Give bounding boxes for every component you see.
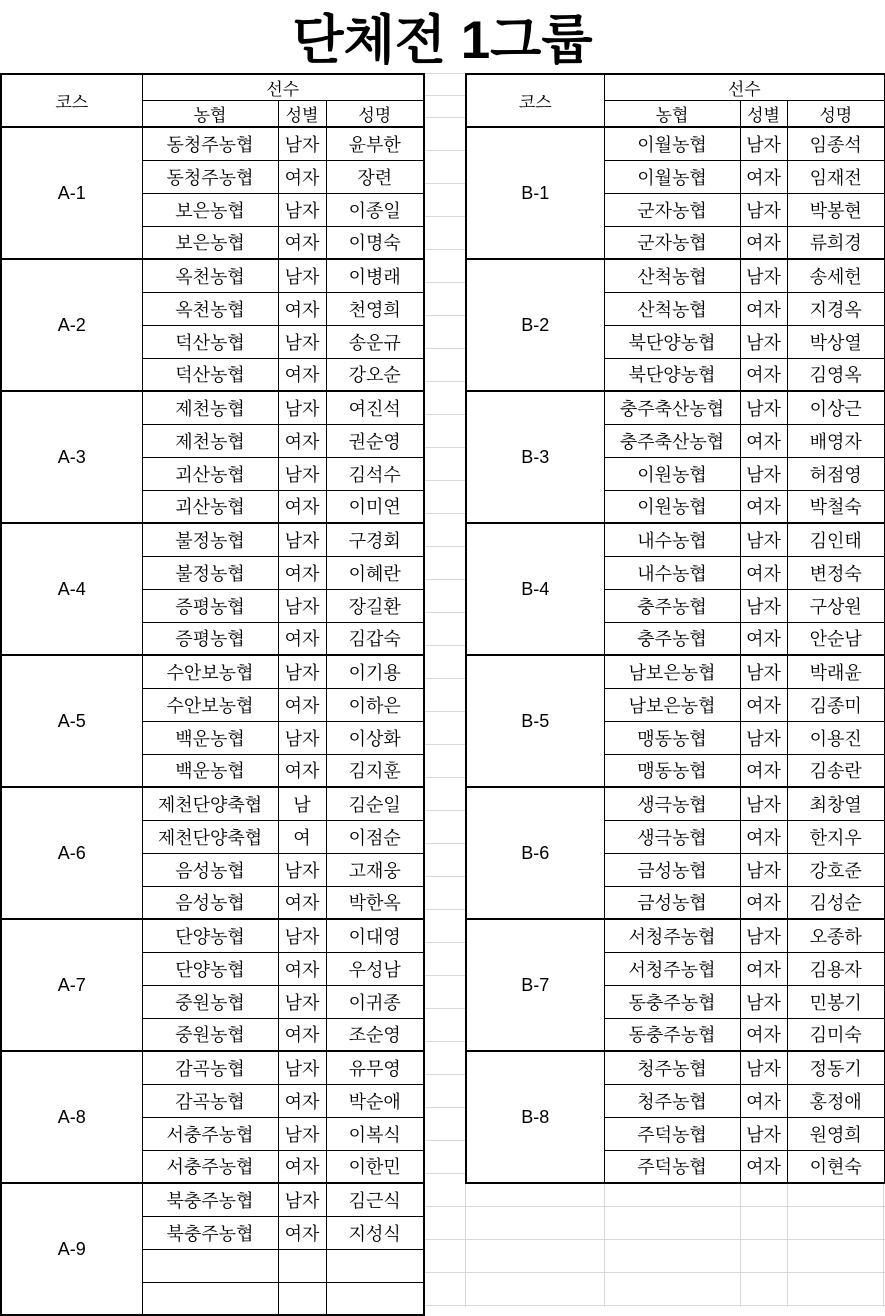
coop-cell: 내수농협 [604,556,740,589]
gender-cell: 남자 [278,919,326,952]
name-cell: 박상열 [787,325,885,358]
coop-cell: 보은농협 [142,193,278,226]
course-group-cell: A-7 [1,919,142,1051]
coop-cell: 동청주농협 [142,127,278,160]
player-row [466,1051,885,1084]
gender-cell: 여자 [278,754,326,787]
coop-cell: 단양농협 [142,919,278,952]
name-column-header: 성명 [787,101,885,128]
name-cell: 김근식 [326,1183,424,1216]
coop-cell: 동충주농협 [604,1018,740,1051]
name-cell: 이혜란 [326,556,424,589]
player-column-header: 선수 [604,74,885,101]
name-cell: 이병래 [326,259,424,292]
gender-cell: 여자 [740,490,787,523]
name-cell: 송운규 [326,325,424,358]
gender-cell: 남자 [740,919,787,952]
coop-cell: 제천농협 [142,391,278,424]
gender-cell: 여자 [740,292,787,325]
coop-cell: 북단양농협 [604,358,740,391]
player-row [466,919,885,952]
coop-cell: 북단양농협 [604,325,740,358]
player-row [466,655,885,688]
player-column-header: 선수 [142,74,424,101]
course-column-header: 코스 [466,74,604,127]
course-group-cell: B-7 [466,919,604,1051]
name-cell: 지경옥 [787,292,885,325]
course-group-cell: A-6 [1,787,142,919]
coop-cell: 맹동농협 [604,754,740,787]
coop-cell: 금성농협 [604,886,740,919]
name-cell: 김송란 [787,754,885,787]
coop-cell: 불정농협 [142,556,278,589]
gender-cell: 남자 [278,589,326,622]
name-cell: 우성남 [326,952,424,985]
name-cell: 송세헌 [787,259,885,292]
gender-cell: 여자 [740,226,787,259]
coop-cell: 감곡농협 [142,1051,278,1084]
roster-table-b [465,73,885,1184]
name-cell: 이미연 [326,490,424,523]
coop-cell: 서청주농협 [604,919,740,952]
name-cell: 김영옥 [787,358,885,391]
gender-cell: 남자 [278,853,326,886]
player-row [1,1183,424,1216]
gender-cell: 남 [278,787,326,820]
gender-cell: 여자 [278,490,326,523]
coop-cell: 북충주농협 [142,1216,278,1249]
grid-line [465,1173,466,1307]
player-row [1,655,424,688]
name-cell: 이명숙 [326,226,424,259]
gender-cell: 남자 [740,127,787,160]
gender-cell: 여자 [740,556,787,589]
name-cell: 박한옥 [326,886,424,919]
header-row [1,74,424,101]
coop-cell: 괴산농협 [142,490,278,523]
name-cell: 박순애 [326,1084,424,1117]
coop-cell: 서충주농협 [142,1150,278,1183]
coop-cell: 남보은농협 [604,688,740,721]
gender-cell: 남자 [740,985,787,1018]
gender-cell: 여자 [278,424,326,457]
name-cell: 김석수 [326,457,424,490]
gender-cell [278,1249,326,1282]
coop-cell: 생극농협 [604,787,740,820]
gender-cell: 여자 [740,820,787,853]
name-cell: 이귀종 [326,985,424,1018]
name-cell: 김성순 [787,886,885,919]
gender-column-header: 성별 [740,101,787,128]
gender-cell: 남자 [740,655,787,688]
gender-cell: 남자 [740,523,787,556]
coop-cell: 이원농협 [604,490,740,523]
coop-cell: 백운농협 [142,721,278,754]
coop-cell: 제천농협 [142,424,278,457]
gender-cell: 남자 [278,391,326,424]
coop-cell: 서충주농협 [142,1117,278,1150]
course-group-cell: B-3 [466,391,604,523]
grid-line [604,1173,605,1307]
coop-cell: 맹동농협 [604,721,740,754]
grid-line [740,1173,741,1307]
course-group-cell: B-8 [466,1051,604,1183]
coop-cell: 청주농협 [604,1051,740,1084]
coop-cell: 산척농협 [604,259,740,292]
name-cell: 최창열 [787,787,885,820]
coop-cell: 옥천농협 [142,259,278,292]
name-cell: 이상화 [326,721,424,754]
gender-cell: 남자 [740,721,787,754]
coop-cell: 북충주농협 [142,1183,278,1216]
gender-cell: 남자 [278,127,326,160]
name-cell: 권순영 [326,424,424,457]
header-row [466,74,885,101]
gender-cell: 여자 [278,1018,326,1051]
name-cell: 장련 [326,160,424,193]
coop-cell: 이월농협 [604,160,740,193]
gender-cell: 남자 [278,523,326,556]
name-cell: 이한민 [326,1150,424,1183]
gender-cell: 남자 [740,457,787,490]
grid-line [423,95,465,96]
course-group-cell: A-1 [1,127,142,259]
gender-cell: 여자 [740,688,787,721]
gender-cell: 여자 [278,1150,326,1183]
coop-cell [142,1282,278,1315]
name-cell: 유무영 [326,1051,424,1084]
course-group-cell: A-3 [1,391,142,523]
player-row [466,787,885,820]
gender-cell: 남자 [278,1117,326,1150]
coop-cell: 군자농협 [604,226,740,259]
coop-cell: 주덕농협 [604,1150,740,1183]
coop-column-header: 농협 [604,101,740,128]
gender-cell: 남자 [278,1051,326,1084]
coop-cell: 백운농협 [142,754,278,787]
gender-cell: 남자 [278,259,326,292]
coop-cell: 서청주농협 [604,952,740,985]
name-cell: 김지훈 [326,754,424,787]
coop-cell: 산척농협 [604,292,740,325]
name-cell [326,1282,424,1315]
coop-cell: 이월농협 [604,127,740,160]
coop-cell: 이원농협 [604,457,740,490]
course-group-cell: A-8 [1,1051,142,1183]
name-cell: 이하은 [326,688,424,721]
gender-cell: 남자 [740,259,787,292]
coop-cell: 충주농협 [604,589,740,622]
name-cell: 지성식 [326,1216,424,1249]
gender-cell: 여자 [740,1018,787,1051]
player-row [466,127,885,160]
gender-cell: 남자 [740,1117,787,1150]
gender-cell: 남자 [740,391,787,424]
grid-line [883,1173,884,1307]
gender-cell: 여자 [740,160,787,193]
gender-cell [278,1282,326,1315]
gender-cell: 여자 [740,1150,787,1183]
name-cell: 조순영 [326,1018,424,1051]
coop-cell: 음성농협 [142,853,278,886]
course-group-cell: B-1 [466,127,604,259]
roster-table-a [0,73,425,1316]
name-cell: 이용진 [787,721,885,754]
coop-cell: 괴산농협 [142,457,278,490]
course-column-header: 코스 [1,74,142,127]
name-cell: 박봉현 [787,193,885,226]
gender-cell: 여자 [278,358,326,391]
gender-cell: 여자 [740,754,787,787]
course-group-cell: B-5 [466,655,604,787]
name-cell: 강오순 [326,358,424,391]
course-group-cell: A-9 [1,1183,142,1315]
coop-cell: 옥천농협 [142,292,278,325]
gender-cell: 남자 [740,1051,787,1084]
name-cell: 오종하 [787,919,885,952]
gender-cell: 여자 [740,886,787,919]
coop-cell: 제천단양축협 [142,787,278,820]
player-row [466,259,885,292]
name-cell: 원영희 [787,1117,885,1150]
coop-column-header: 농협 [142,101,278,128]
name-cell: 여진석 [326,391,424,424]
name-cell: 윤부한 [326,127,424,160]
coop-cell: 덕산농협 [142,325,278,358]
name-cell: 한지우 [787,820,885,853]
player-row [1,391,424,424]
gender-cell: 남자 [740,325,787,358]
coop-cell: 수안보농협 [142,655,278,688]
player-row [1,787,424,820]
coop-cell: 충주축산농협 [604,424,740,457]
gender-cell: 남자 [278,457,326,490]
gap-gridlines [423,117,465,1307]
coop-cell: 생극농협 [604,820,740,853]
name-cell: 구상원 [787,589,885,622]
coop-cell: 금성농협 [604,853,740,886]
coop-cell: 동청주농협 [142,160,278,193]
player-row [1,523,424,556]
course-group-cell: A-5 [1,655,142,787]
name-cell: 이점순 [326,820,424,853]
name-cell: 김순일 [326,787,424,820]
gender-cell: 여자 [278,226,326,259]
gender-column-header: 성별 [278,101,326,128]
gender-cell: 여자 [740,1084,787,1117]
name-cell: 김갑숙 [326,622,424,655]
name-cell: 김용자 [787,952,885,985]
player-row [1,1051,424,1084]
coop-cell: 덕산농협 [142,358,278,391]
name-cell: 이상근 [787,391,885,424]
course-group-cell: A-2 [1,259,142,391]
gender-cell: 여자 [740,358,787,391]
coop-cell: 제천단양축협 [142,820,278,853]
coop-cell: 주덕농협 [604,1117,740,1150]
coop-cell: 내수농협 [604,523,740,556]
player-row [1,919,424,952]
coop-cell: 음성농협 [142,886,278,919]
gender-cell: 여자 [278,160,326,193]
name-cell: 이대영 [326,919,424,952]
coop-cell: 단양농협 [142,952,278,985]
gender-cell: 여자 [278,556,326,589]
name-cell: 김미숙 [787,1018,885,1051]
coop-cell: 충주농협 [604,622,740,655]
name-cell: 고재웅 [326,853,424,886]
course-group-cell: B-4 [466,523,604,655]
coop-cell: 남보은농협 [604,655,740,688]
name-cell: 류희경 [787,226,885,259]
gender-cell: 여자 [278,1216,326,1249]
name-cell: 장길환 [326,589,424,622]
gender-cell: 여자 [278,292,326,325]
gender-cell: 여자 [740,424,787,457]
below-table-gridlines [465,1206,885,1307]
coop-cell [142,1249,278,1282]
name-cell: 홍정애 [787,1084,885,1117]
name-cell: 민봉기 [787,985,885,1018]
gender-cell: 여자 [278,952,326,985]
coop-cell: 증평농협 [142,589,278,622]
name-cell [326,1249,424,1282]
player-row [466,391,885,424]
name-cell: 안순남 [787,622,885,655]
name-cell: 정동기 [787,1051,885,1084]
gender-cell: 여자 [740,622,787,655]
coop-cell: 감곡농협 [142,1084,278,1117]
coop-cell: 보은농협 [142,226,278,259]
name-cell: 천영희 [326,292,424,325]
course-group-cell: B-6 [466,787,604,919]
name-cell: 김인태 [787,523,885,556]
name-cell: 임재전 [787,160,885,193]
name-cell: 이종일 [326,193,424,226]
gender-cell: 여 [278,820,326,853]
name-cell: 박철숙 [787,490,885,523]
coop-cell: 불정농협 [142,523,278,556]
coop-cell: 동충주농협 [604,985,740,1018]
gender-cell: 여자 [278,1084,326,1117]
gender-cell: 여자 [740,952,787,985]
gender-cell: 남자 [278,655,326,688]
name-cell: 이기용 [326,655,424,688]
coop-cell: 군자농협 [604,193,740,226]
gender-cell: 남자 [278,1183,326,1216]
name-column-header: 성명 [326,101,424,128]
gender-cell: 여자 [278,886,326,919]
player-row [1,127,424,160]
name-cell: 김종미 [787,688,885,721]
gender-cell: 남자 [740,193,787,226]
course-group-cell: B-2 [466,259,604,391]
player-row [466,523,885,556]
name-cell: 박래윤 [787,655,885,688]
gender-cell: 남자 [278,193,326,226]
coop-cell: 수안보농협 [142,688,278,721]
gender-cell: 남자 [278,721,326,754]
name-cell: 강호준 [787,853,885,886]
coop-cell: 충주축산농협 [604,391,740,424]
name-cell: 배영자 [787,424,885,457]
gender-cell: 남자 [278,985,326,1018]
coop-cell: 증평농협 [142,622,278,655]
player-row [1,259,424,292]
gender-cell: 남자 [740,589,787,622]
name-cell: 이현숙 [787,1150,885,1183]
page-title: 단체전 1그룹 [292,11,593,70]
gender-cell: 여자 [278,622,326,655]
name-cell: 구경회 [326,523,424,556]
gender-cell: 남자 [740,853,787,886]
gender-cell: 남자 [278,325,326,358]
coop-cell: 중원농협 [142,1018,278,1051]
name-cell: 허점영 [787,457,885,490]
name-cell: 변정숙 [787,556,885,589]
grid-line [787,1173,788,1307]
coop-cell: 중원농협 [142,985,278,1018]
name-cell: 이복식 [326,1117,424,1150]
name-cell: 임종석 [787,127,885,160]
gender-cell: 남자 [740,787,787,820]
gender-cell: 여자 [278,688,326,721]
course-group-cell: A-4 [1,523,142,655]
coop-cell: 청주농협 [604,1084,740,1117]
